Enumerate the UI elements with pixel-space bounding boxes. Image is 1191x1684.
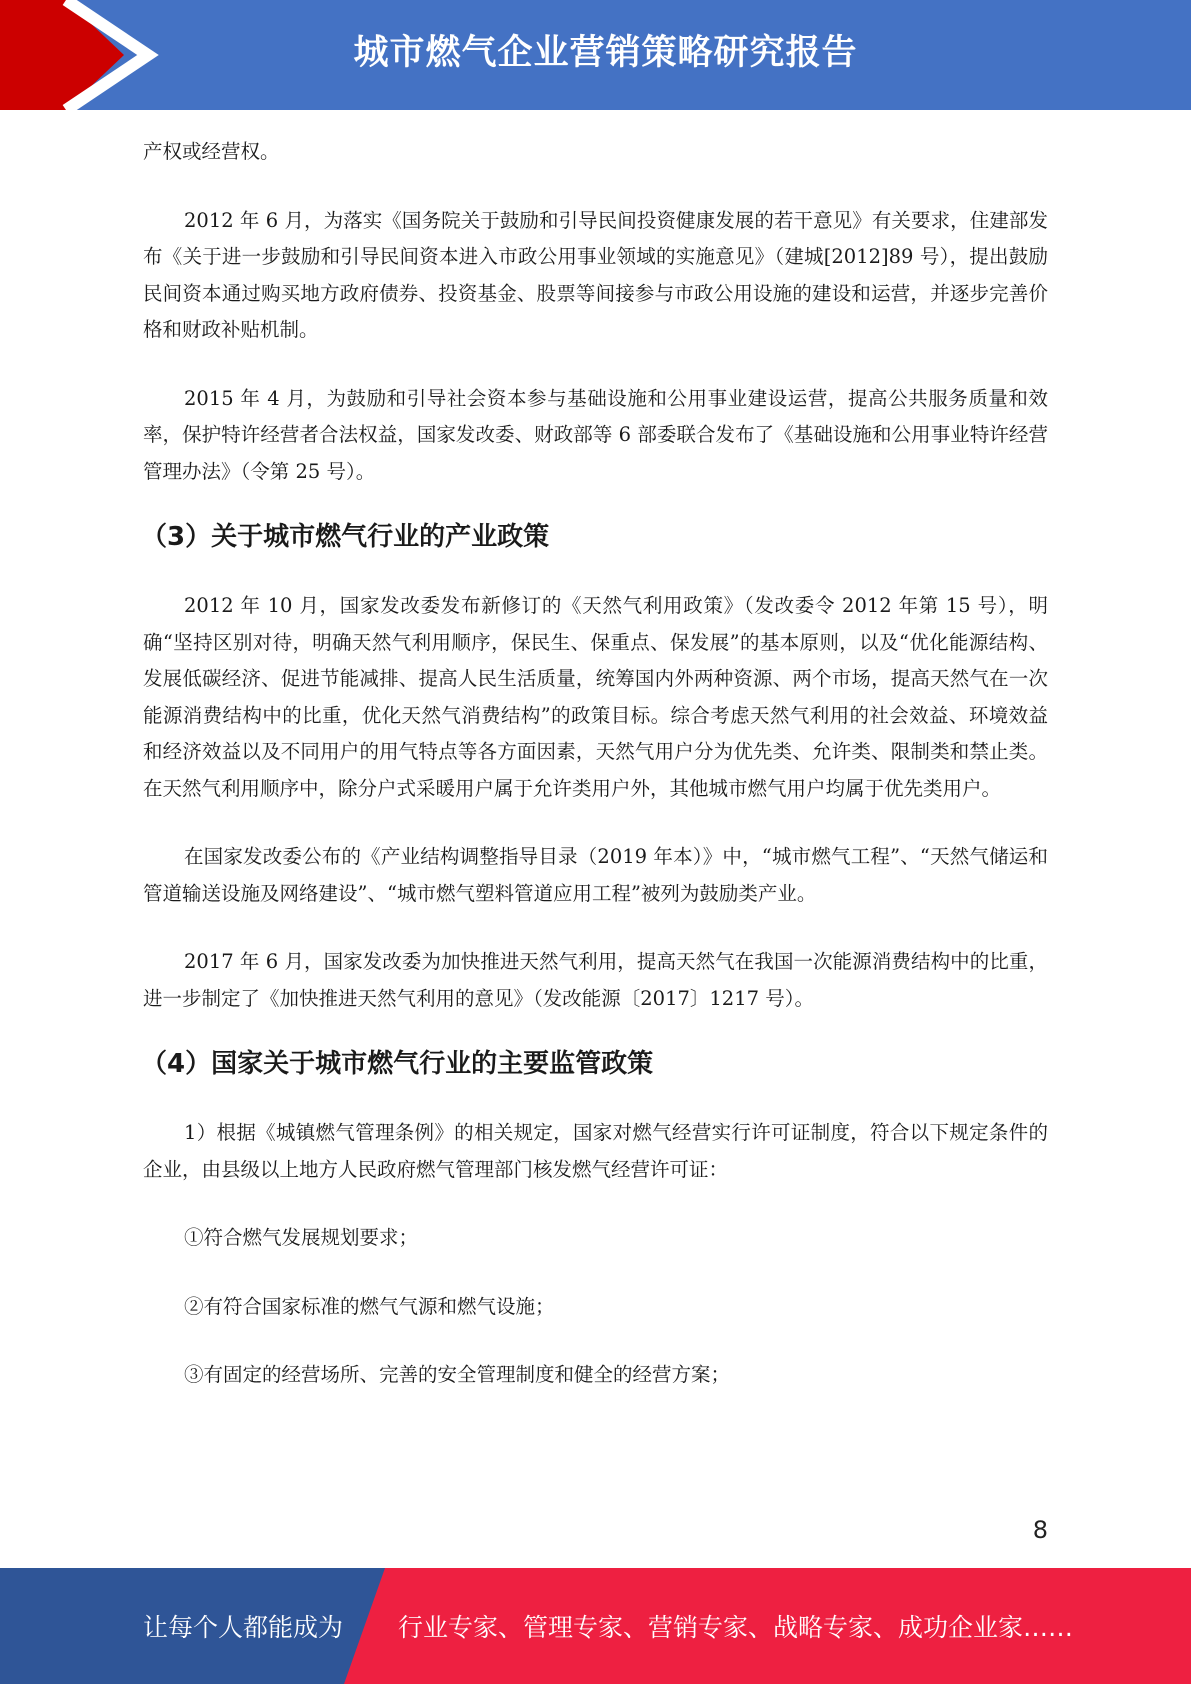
list-item: ③有固定的经营场所、完善的安全管理制度和健全的经营方案； [184, 1363, 731, 1386]
section-heading: （3）关于城市燃气行业的产业政策 [141, 522, 550, 552]
paragraph: 在国家发改委公布的《产业结构调整指导目录（2019 年本）》中，“城市燃气工程”、“天然气储运和管道输送设施及网络建设”、“城市燃气塑料管道应用工程”被列为鼓励类产业。 [143, 845, 1048, 905]
page-header [0, 0, 1191, 110]
paragraph: 1）根据《城镇燃气管理条例》的相关规定，国家对燃气经营实行许可证制度，符合以下规定条件的企业，由县级以上地方人民政府燃气管理部门核发燃气经营许可证： [143, 1121, 1048, 1181]
list-item: ①符合燃气发展规划要求； [184, 1226, 419, 1249]
report-title: 城市燃气企业营销策略研究报告 [353, 33, 858, 73]
paragraph: 产权或经营权。 [143, 140, 280, 163]
paragraph: 2012 年 10 月，国家发改委发布新修订的《天然气利用政策》（发改委令 2012 年第 15 号），明确“坚持区别对待，明确天然气利用顺序，保民生、保重点、保发展”的基本原则，以及“优化能源结构、发展低碳经济、促进节能减排、提高人民生活质量，统筹国内外两种资源、两个市场，提高天然气在一次能源消费结构中的比重，优化天然气消费结构”的政策目标。综合考虑天然气利用的社会效益、环境效益和经济效益以及不同用户的用气特点等各方面因素，天然气用户分为优先类、允许类、限制类和禁止类。在天然气利用顺序中，除分户式采暖用户属于允许类用户外，其他城市燃气用户均属于优先类用户。 [143, 594, 1048, 800]
footer-slogan-right: 行业专家、管理专家、营销专家、战略专家、成功企业家…… [398, 1613, 1074, 1642]
page-footer [0, 1568, 1191, 1684]
page-number: 8 [1032, 1516, 1048, 1544]
page-content [143, 134, 1048, 1426]
paragraph: 2015 年 4 月，为鼓励和引导社会资本参与基础设施和公用事业建设运营，提高公共服务质量和效率，保护特许经营者合法权益，国家发改委、财政部等 6 部委联合发布了《基础设施和公用事业特许经营管理办法》（令第 25 号）。 [143, 386, 1048, 483]
footer-slogan-left: 让每个人都能成为 [143, 1613, 344, 1642]
paragraph: 2017 年 6 月，国家发改委为加快推进天然气利用，提高天然气在我国一次能源消费结构中的比重，进一步制定了《加快推进天然气利用的意见》（发改能源〔2017〕1217 号）。 [143, 950, 1048, 1010]
paragraph: 2012 年 6 月，为落实《国务院关于鼓励和引导民间投资健康发展的若干意见》有关要求，住建部发布《关于进一步鼓励和引导民间资本进入市政公用事业领域的实施意见》（建城[2012]89 号），提出鼓励民间资本通过购买地方政府债券、投资基金、股票等间接参与市政公用设施的建设和运营，并逐步完善价格和财政补贴机制。 [143, 208, 1048, 341]
list-item: ②有符合国家标准的燃气气源和燃气设施； [184, 1294, 555, 1318]
section-heading: （4）国家关于城市燃气行业的主要监管政策 [141, 1049, 654, 1079]
